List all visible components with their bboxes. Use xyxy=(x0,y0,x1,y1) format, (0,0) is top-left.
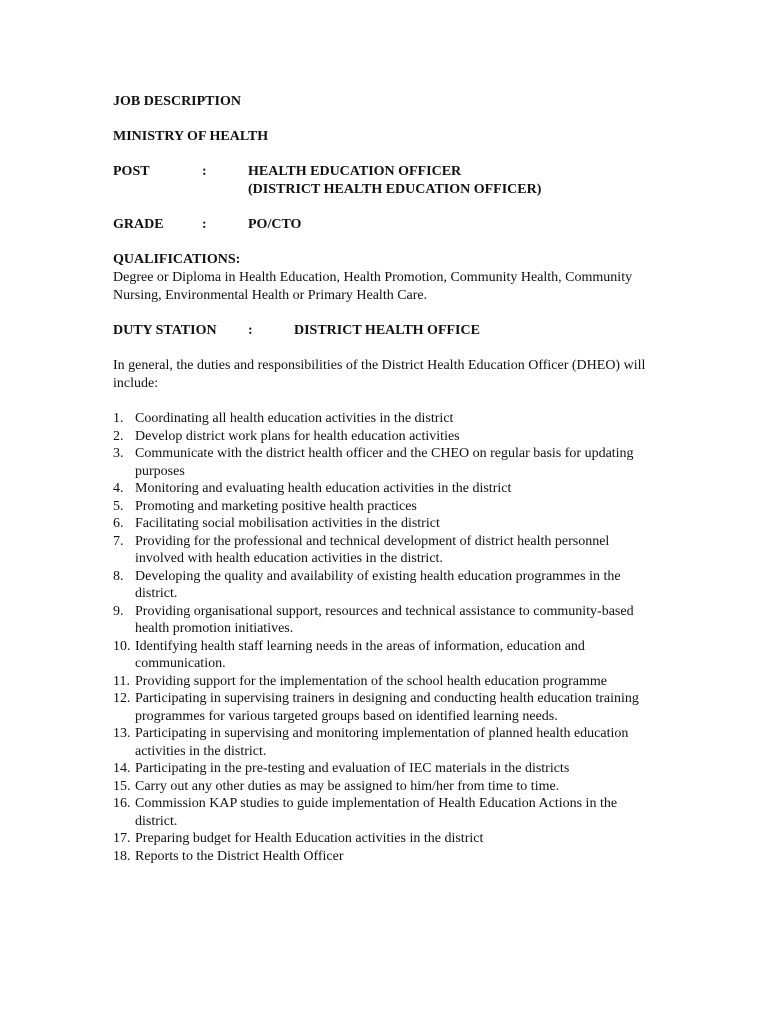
list-item-number: 5. xyxy=(113,498,124,514)
list-item-number: 12. xyxy=(113,691,131,706)
list-item-number: 8. xyxy=(113,568,124,584)
list-item xyxy=(113,480,653,498)
list-item-text: Coordinating all health education activities in the district xyxy=(135,411,454,426)
list-item-text: Facilitating social mobilisation activities in the district xyxy=(135,516,440,531)
list-item-number: 2. xyxy=(113,428,124,444)
list-item-number: 14. xyxy=(113,761,131,776)
list-item xyxy=(113,778,653,796)
post-label: POST xyxy=(113,164,150,179)
duties-list xyxy=(113,410,653,865)
list-item-number: 1. xyxy=(113,411,124,426)
list-item xyxy=(113,690,653,725)
list-item xyxy=(113,848,653,866)
list-item-number: 6. xyxy=(113,516,124,531)
list-item-number: 15. xyxy=(113,778,131,794)
post-row xyxy=(113,163,653,181)
list-item xyxy=(113,673,653,691)
duty-station-label: DUTY STATION xyxy=(113,323,217,338)
list-item-number: 11. xyxy=(113,673,130,689)
list-item xyxy=(113,603,653,638)
ministry-heading: MINISTRY OF HEALTH xyxy=(113,129,269,144)
list-item-text: Carry out any other duties as may be assigned to him/her from time to time. xyxy=(135,778,560,794)
qualifications-text: Degree or Diploma in Health Education, Health Promotion, Community Health, Community Nursing, Environmental Health or Primary Health Care. xyxy=(113,270,633,303)
list-item-text: Identifying health staff learning needs in the areas of information, education and communication. xyxy=(135,638,585,671)
list-item-number: 18. xyxy=(113,848,131,864)
list-item-number: 16. xyxy=(113,796,131,811)
post-colon: : xyxy=(202,164,207,179)
list-item-text: Develop district work plans for health education activities xyxy=(135,428,460,444)
list-item-text: Providing for the professional and technical development of district health personnel involved with health education activities in the district. xyxy=(135,533,610,566)
list-item xyxy=(113,638,653,673)
document-title: JOB DESCRIPTION xyxy=(113,94,241,109)
list-item-number: 3. xyxy=(113,446,124,461)
list-item-text: Participating in supervising and monitoring implementation of planned health education activities in the district. xyxy=(135,726,629,759)
list-item-number: 10. xyxy=(113,638,131,654)
list-item xyxy=(113,760,653,778)
list-item-text: Preparing budget for Health Education activities in the district xyxy=(135,831,484,846)
grade-value: PO/CTO xyxy=(248,217,302,232)
list-item-number: 13. xyxy=(113,726,131,741)
list-item xyxy=(113,795,653,830)
list-item xyxy=(113,445,653,480)
list-item-text: Reports to the District Health Officer xyxy=(135,848,344,864)
list-item-text: Providing support for the implementation of the school health education programme xyxy=(135,673,608,689)
list-item-text: Participating in supervising trainers in designing and conducting health education training programmes for various targeted groups based on identified learning needs. xyxy=(135,691,639,724)
list-item xyxy=(113,410,653,428)
list-item xyxy=(113,830,653,848)
grade-row xyxy=(113,216,653,234)
list-item-text: Providing organisational support, resources and technical assistance to community-based health promotion initiatives. xyxy=(135,603,634,636)
list-item-text: Developing the quality and availability of existing health education programmes in the district. xyxy=(135,568,621,601)
list-item xyxy=(113,515,653,533)
list-item-number: 17. xyxy=(113,831,131,846)
list-item-text: Participating in the pre-testing and evaluation of IEC materials in the districts xyxy=(135,761,570,776)
list-item-text: Monitoring and evaluating health education activities in the district xyxy=(135,481,512,496)
qualifications-heading: QUALIFICATIONS: xyxy=(113,252,241,267)
document-page xyxy=(113,93,653,865)
post-row-continued xyxy=(113,181,653,199)
post-value-line-1: HEALTH EDUCATION OFFICER xyxy=(248,164,462,179)
list-item-text: Promoting and marketing positive health practices xyxy=(135,498,417,514)
list-item-number: 9. xyxy=(113,603,124,619)
duties-intro: In general, the duties and responsibilities of the District Health Education Officer (DHEO) will include: xyxy=(113,358,646,391)
post-value-line-2: (DISTRICT HEALTH EDUCATION OFFICER) xyxy=(248,182,542,197)
list-item-number: 4. xyxy=(113,481,124,496)
list-item xyxy=(113,725,653,760)
grade-label: GRADE xyxy=(113,217,164,232)
list-item xyxy=(113,428,653,446)
duty-station-row xyxy=(113,322,653,340)
list-item-text: Commission KAP studies to guide implementation of Health Education Actions in the district. xyxy=(135,796,618,829)
list-item xyxy=(113,533,653,568)
list-item-text: Communicate with the district health officer and the CHEO on regular basis for updating purposes xyxy=(135,446,634,479)
list-item xyxy=(113,498,653,516)
grade-colon: : xyxy=(202,217,207,232)
duty-station-value: DISTRICT HEALTH OFFICE xyxy=(294,323,480,338)
list-item-number: 7. xyxy=(113,533,124,549)
duty-station-colon: : xyxy=(248,323,253,338)
list-item xyxy=(113,568,653,603)
